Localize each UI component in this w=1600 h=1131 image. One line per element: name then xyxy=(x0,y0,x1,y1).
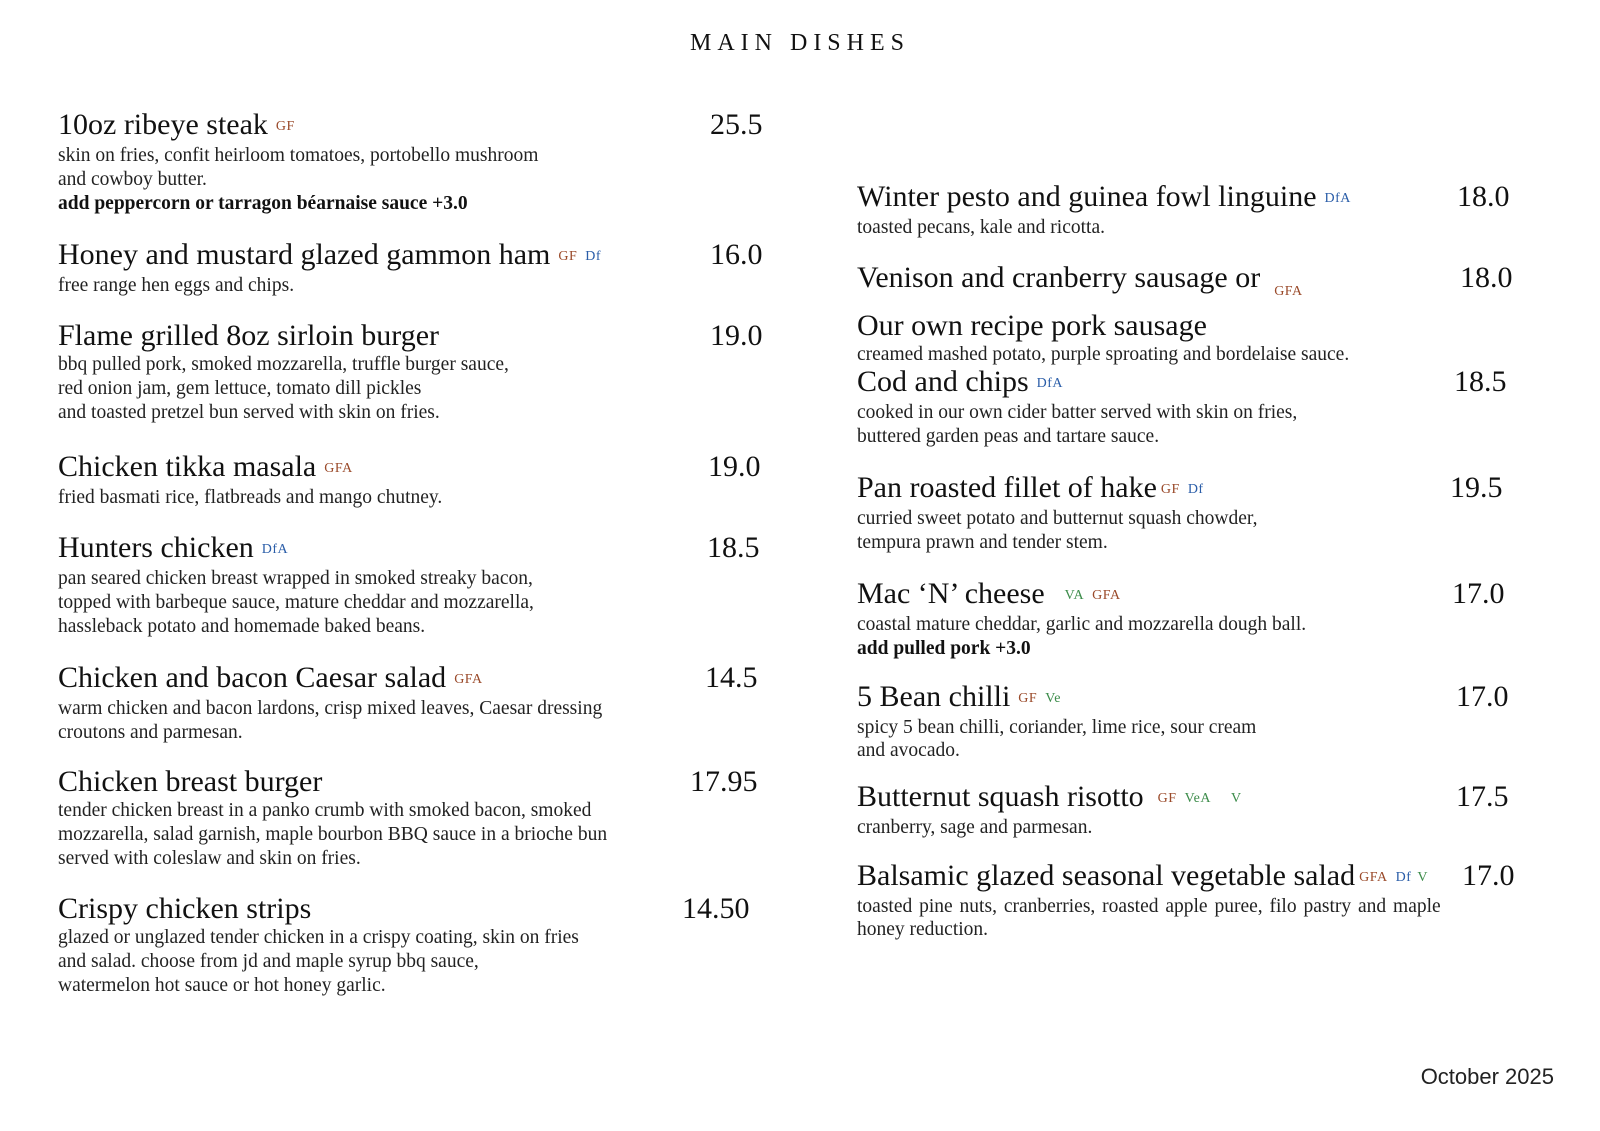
dish-name: 5 Bean chilli xyxy=(857,680,1011,713)
dietary-tag: GFA xyxy=(1274,284,1303,299)
page-title: MAIN DISHES xyxy=(689,30,910,56)
dish-description: buttered garden peas and tartare sauce. xyxy=(857,426,1160,447)
menu-date: October 2025 xyxy=(1420,1064,1554,1089)
dish-name: Chicken breast burger xyxy=(58,765,323,798)
dietary-tag: V xyxy=(1417,870,1428,885)
menu-item xyxy=(58,450,442,510)
dish-description: and toasted pretzel bun served with skin on fries. xyxy=(58,402,440,423)
dietary-tag: DfA xyxy=(1036,376,1064,391)
dish-description: toasted pecans, kale and ricotta. xyxy=(857,217,1105,238)
dish-description: and salad. choose from jd and maple syrup bbq sauce, xyxy=(58,951,479,972)
dish-description: skin on fries, confit heirloom tomatoes, portobello mushroom xyxy=(58,145,539,166)
dietary-tag: GF xyxy=(1160,482,1180,497)
dish-price: 25.5 xyxy=(710,108,763,141)
dish-price: 14.50 xyxy=(682,892,750,925)
menu-item xyxy=(58,661,602,745)
dish-description: free range hen eggs and chips. xyxy=(58,275,295,296)
dietary-tag: V xyxy=(1230,791,1242,806)
dish-description: toasted pine nuts, cranberries, roasted apple puree, filo pastry and maple xyxy=(857,896,1441,917)
dish-addon: add peppercorn or tarragon béarnaise sauce +3.0 xyxy=(58,193,468,214)
dietary-tag: VA xyxy=(1064,588,1085,603)
dish-price: 19.0 xyxy=(708,450,761,483)
dietary-tag: Df xyxy=(585,249,602,264)
dish-name: Balsamic glazed seasonal vegetable salad xyxy=(857,859,1356,892)
dish-price: 16.0 xyxy=(710,238,763,271)
dish-description: cooked in our own cider batter served with skin on fries, xyxy=(857,402,1298,423)
dish-description: served with coleslaw and skin on fries. xyxy=(58,848,361,869)
dietary-tag: DfA xyxy=(1324,191,1351,206)
dish-price: 17.5 xyxy=(1456,780,1509,813)
dish-description: and avocado. xyxy=(857,740,960,761)
dish-price: 17.0 xyxy=(1456,680,1509,713)
dish-description: hassleback potato and homemade baked beans. xyxy=(58,616,426,637)
dish-name: Winter pesto and guinea fowl linguine xyxy=(857,180,1317,213)
menu-item xyxy=(58,892,579,998)
menu-item xyxy=(857,471,1257,555)
menu-item xyxy=(857,780,1242,840)
dish-description: curried sweet potato and butternut squash chowder, xyxy=(857,508,1258,529)
menu-item xyxy=(857,365,1297,449)
dish-price: 18.0 xyxy=(1457,180,1510,213)
dietary-tag: GF xyxy=(1018,691,1038,706)
dish-description: creamed mashed potato, purple sproating and bordelaise sauce. xyxy=(857,344,1350,365)
dietary-tag: DfA xyxy=(261,542,289,557)
dish-name: Hunters chicken xyxy=(58,531,254,564)
menu-item xyxy=(857,180,1351,240)
dish-name: Crispy chicken strips xyxy=(58,892,312,925)
dish-name: Pan roasted fillet of hake xyxy=(857,471,1157,504)
dietary-tag: GF xyxy=(1157,791,1177,806)
dish-description: tempura prawn and tender stem. xyxy=(857,532,1108,553)
dish-price: 18.5 xyxy=(1454,365,1507,398)
dish-description: bbq pulled pork, smoked mozzarella, truffle burger sauce, xyxy=(58,354,509,375)
dish-price: 14.5 xyxy=(705,661,758,694)
dietary-tag: GFA xyxy=(1092,588,1121,603)
dish-name: Cod and chips xyxy=(857,365,1029,398)
dish-description: mozzarella, salad garnish, maple bourbon BBQ sauce in a brioche bun xyxy=(58,824,608,845)
dish-description: warm chicken and bacon lardons, crisp mixed leaves, Caesar dressing xyxy=(58,698,603,719)
dish-name: Honey and mustard glazed gammon ham xyxy=(58,238,551,271)
dish-price: 18.0 xyxy=(1460,261,1513,294)
dish-description: and cowboy butter. xyxy=(58,169,207,190)
dish-price: 17.95 xyxy=(690,765,758,798)
menu-item xyxy=(857,577,1306,661)
dish-description: honey reduction. xyxy=(857,919,989,940)
dietary-tag: GF xyxy=(558,249,578,264)
dish-name: Butternut squash risotto xyxy=(857,780,1144,813)
dish-price: 18.5 xyxy=(707,531,760,564)
dish-addon: add pulled pork +3.0 xyxy=(857,638,1031,659)
dish-name: Chicken and bacon Caesar salad xyxy=(58,661,447,694)
dietary-tag: GFA xyxy=(454,672,483,687)
dietary-tag: Ve xyxy=(1045,691,1061,706)
dietary-tag: GF xyxy=(275,119,295,134)
dish-description: tender chicken breast in a panko crumb with smoked bacon, smoked xyxy=(58,800,592,821)
dish-price: 17.0 xyxy=(1452,577,1505,610)
dish-description: cranberry, sage and parmesan. xyxy=(857,817,1093,838)
dish-name: Our own recipe pork sausage xyxy=(857,309,1207,342)
dish-name: Chicken tikka masala xyxy=(58,450,317,483)
menu-item xyxy=(857,680,1256,762)
dish-name: 10oz ribeye steak xyxy=(58,108,268,141)
dietary-tag: VeA xyxy=(1184,791,1211,806)
dish-description: fried basmati rice, flatbreads and mango chutney. xyxy=(58,487,443,508)
dish-price: 19.0 xyxy=(710,319,763,352)
dish-description: croutons and parmesan. xyxy=(58,722,243,743)
dish-price: 17.0 xyxy=(1462,859,1515,892)
dish-description: coastal mature cheddar, garlic and mozzarella dough ball. xyxy=(857,614,1307,635)
menu-item xyxy=(58,108,538,216)
dish-description: spicy 5 bean chilli, coriander, lime rice, sour cream xyxy=(857,717,1257,738)
menu-item xyxy=(857,261,1349,367)
dish-name: Venison and cranberry sausage or xyxy=(857,261,1261,294)
dish-description: topped with barbeque sauce, mature cheddar and mozzarella, xyxy=(58,592,534,613)
dish-description: glazed or unglazed tender chicken in a crispy coating, skin on fries xyxy=(58,927,579,948)
dish-description: red onion jam, gem lettuce, tomato dill pickles xyxy=(58,378,422,399)
menu-item xyxy=(58,765,607,871)
dish-description: watermelon hot sauce or hot honey garlic. xyxy=(58,975,386,996)
menu-item xyxy=(857,859,1441,941)
dish-name: Mac ‘N’ cheese xyxy=(857,577,1045,610)
menu-item xyxy=(58,238,601,298)
menu-item xyxy=(58,319,509,425)
dish-description: pan seared chicken breast wrapped in smoked streaky bacon, xyxy=(58,568,533,589)
menu-item xyxy=(58,531,534,639)
dietary-tag: GFA xyxy=(324,461,353,476)
dish-price: 19.5 xyxy=(1450,471,1503,504)
dietary-tag: GFA xyxy=(1359,870,1388,885)
dish-name: Flame grilled 8oz sirloin burger xyxy=(58,319,440,352)
dietary-tag: Df xyxy=(1187,482,1204,497)
dietary-tag: Df xyxy=(1395,870,1412,885)
